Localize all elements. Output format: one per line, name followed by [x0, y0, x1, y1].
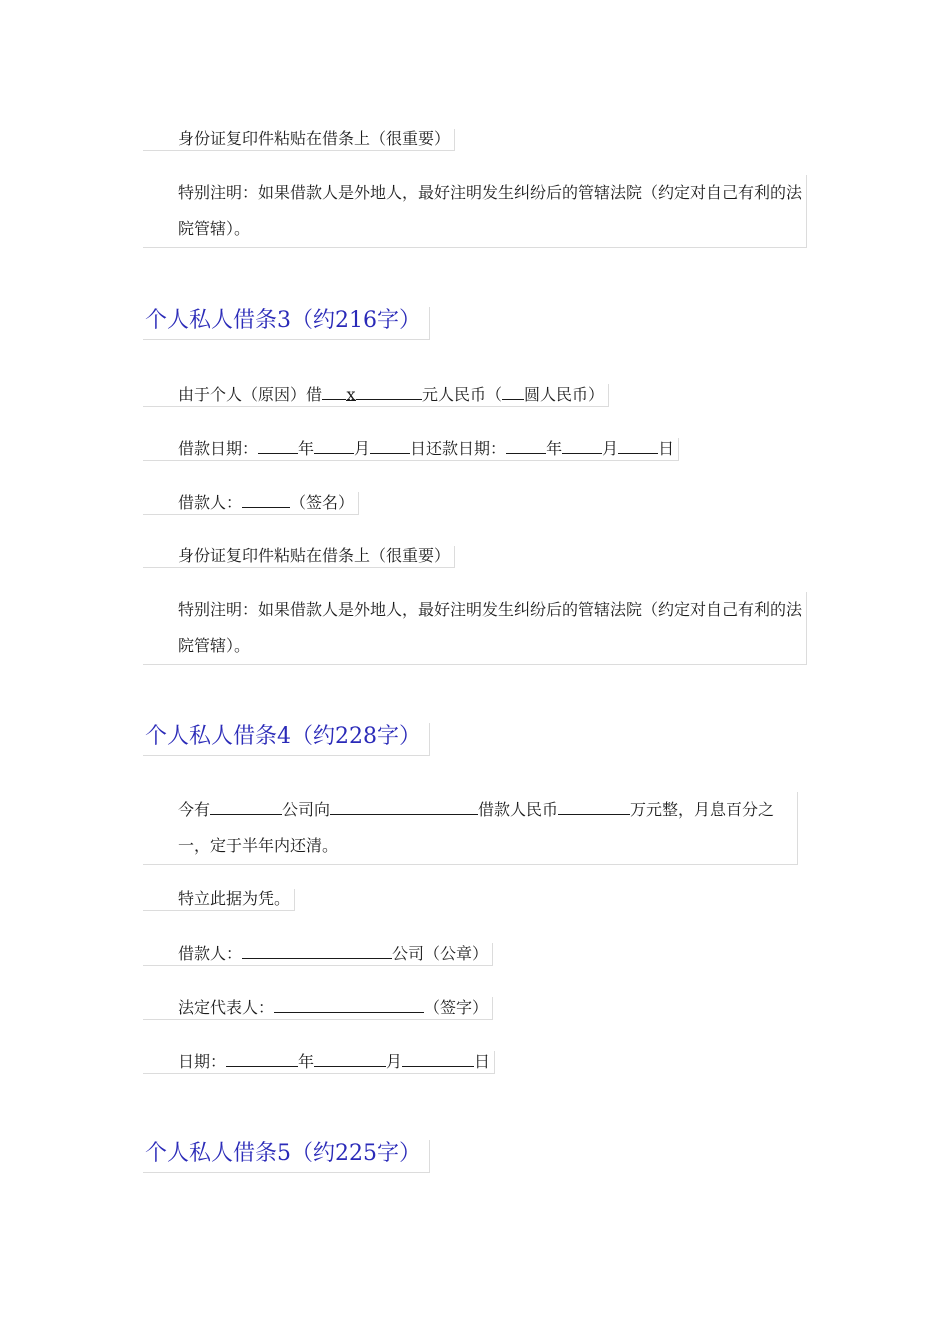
rmb-text: 元人民币（: [422, 385, 503, 404]
blank: [370, 438, 410, 454]
blank: [330, 799, 478, 815]
blank: [314, 1051, 386, 1067]
blank: [274, 997, 424, 1013]
blank: [562, 438, 602, 454]
blank: [322, 384, 346, 400]
section-5-heading: 个人私人借条5（约225字）: [143, 1140, 430, 1173]
company-seal-label: 公司（公章）: [392, 944, 489, 963]
borrower-label: 借款人：: [178, 944, 243, 963]
blank: [502, 384, 524, 400]
blank: [356, 384, 422, 400]
signature-label: （签名）: [290, 493, 355, 512]
date-label: 日期：: [178, 1052, 227, 1071]
signature-label: （签字）: [424, 998, 489, 1017]
blank: [618, 438, 658, 454]
section-3-heading: 个人私人借条3（约216字）: [143, 307, 430, 340]
section-3-loan-line: [143, 384, 609, 407]
borrower-label: 借款人：: [178, 493, 243, 512]
section-4-date-line: [143, 1051, 495, 1074]
intro-text: 今有: [178, 800, 211, 819]
blank: [314, 438, 354, 454]
year-label: 年: [298, 439, 315, 458]
blank: [226, 1051, 298, 1067]
blank: [506, 438, 546, 454]
month-label: 月: [386, 1052, 403, 1071]
year-label: 年: [298, 1052, 315, 1071]
section-3-date-line: [143, 438, 679, 461]
day-label: 日: [658, 439, 675, 458]
blank: [402, 1051, 474, 1067]
company-to-text: 公司向: [282, 800, 331, 819]
loan-reason-text: 由于个人（原因）借: [178, 385, 323, 404]
year-label: 年: [546, 439, 563, 458]
blank: [242, 492, 290, 508]
repay-date-label: 日还款日期：: [410, 439, 507, 458]
amount-word: x: [346, 385, 356, 404]
terms-text: 万元整，月息百分之一，定于半年内还清。: [178, 800, 775, 855]
section-4-representative-line: [143, 997, 493, 1020]
day-label: 日: [474, 1052, 491, 1071]
blank: [258, 438, 298, 454]
blank: [210, 799, 282, 815]
month-label: 月: [354, 439, 371, 458]
section-3-id-note: 身份证复印件粘贴在借条上（很重要）: [143, 546, 455, 568]
borrow-rmb-text: 借款人民币: [478, 800, 559, 819]
blank: [242, 943, 392, 959]
section-3-special-note: 特别注明：如果借款人是外地人，最好注明发生纠纷后的管辖法院（约定对自己有利的法院管辖）。: [143, 592, 807, 665]
special-note: 特别注明：如果借款人是外地人，最好注明发生纠纷后的管辖法院（约定对自己有利的法院管辖）。: [143, 175, 807, 248]
section-3-borrower-line: [143, 492, 359, 515]
month-label: 月: [602, 439, 619, 458]
section-4-heading: 个人私人借条4（约228字）: [143, 723, 430, 756]
blank: [558, 799, 630, 815]
section-4-loan-line: [143, 792, 798, 865]
section-4-borrower-line: [143, 943, 493, 966]
id-copy-note: 身份证复印件粘贴在借条上（很重要）: [143, 129, 455, 151]
loan-date-label: 借款日期：: [178, 439, 259, 458]
legal-rep-label: 法定代表人：: [178, 998, 275, 1017]
section-4-certify-line: 特立此据为凭。: [143, 889, 295, 911]
rmb-yuan-text: 圆人民币）: [524, 385, 605, 404]
